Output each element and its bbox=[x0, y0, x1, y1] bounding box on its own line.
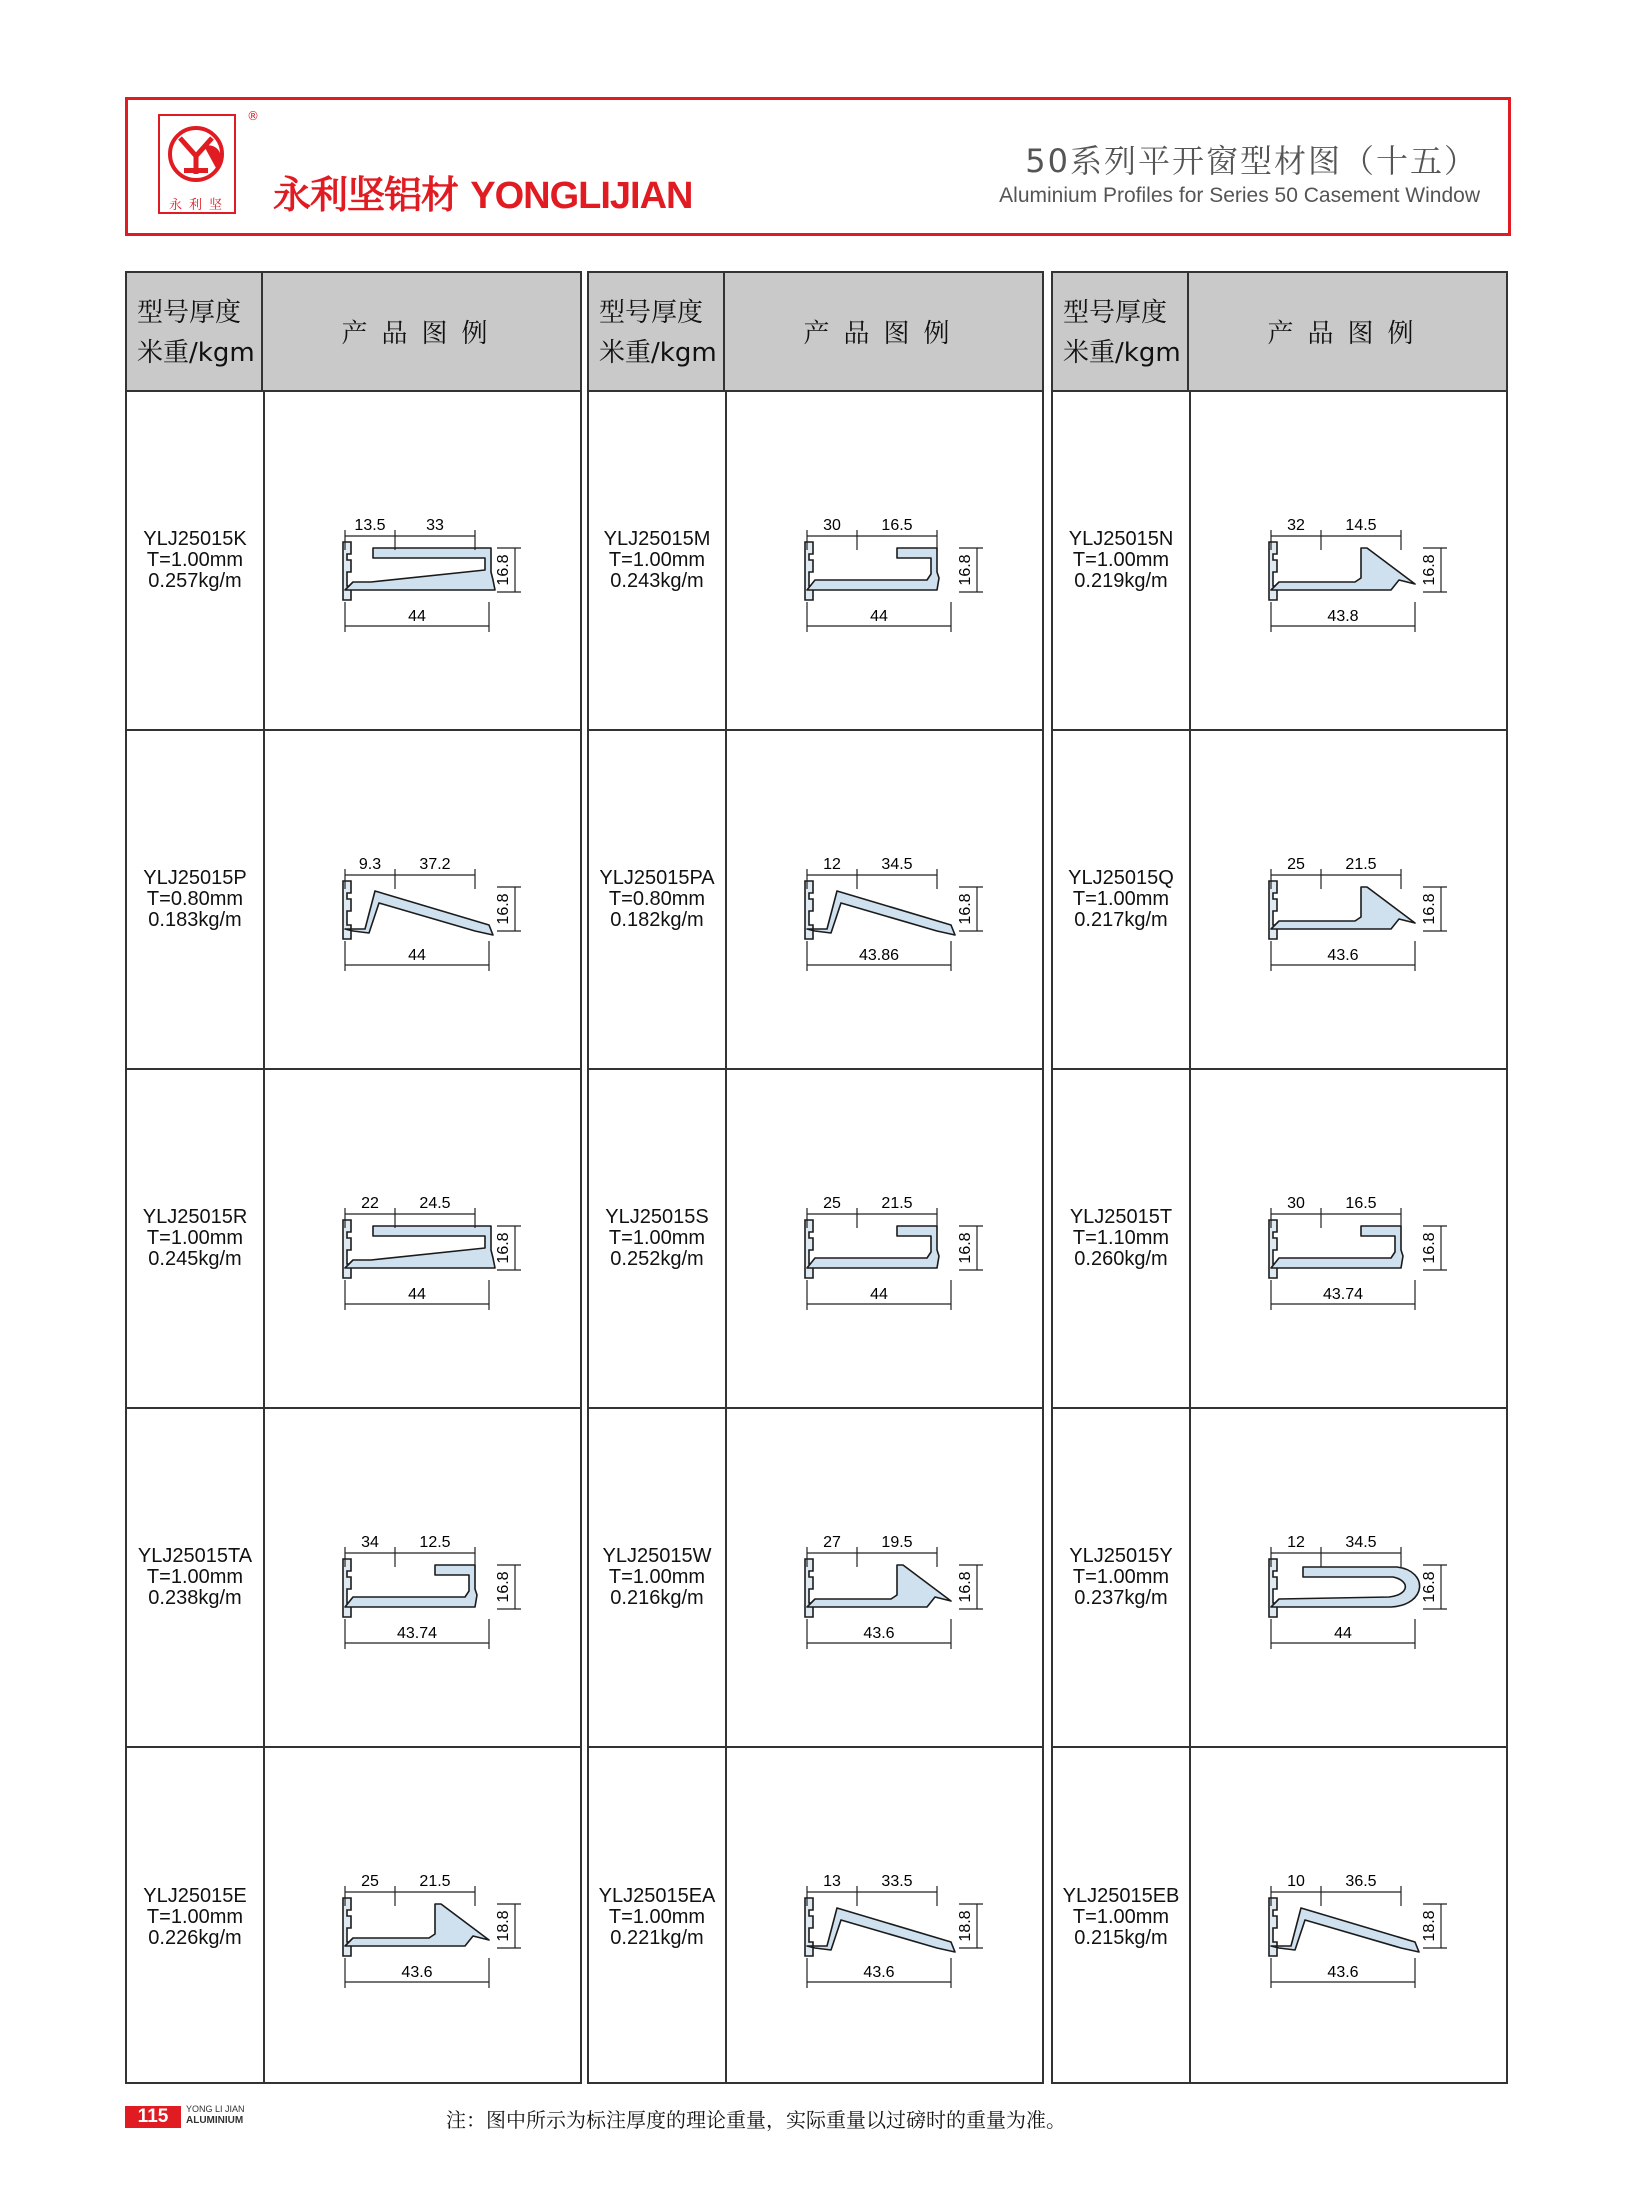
dimension-height: 16.8 bbox=[1421, 1571, 1438, 1603]
header-model-line1: 型号厚度 bbox=[1063, 298, 1168, 328]
profile-thickness: T=0.80mm bbox=[146, 888, 244, 910]
profile-thickness: T=1.00mm bbox=[146, 549, 244, 571]
dimension-height: 18.8 bbox=[1421, 1910, 1438, 1942]
catalog-column-1 bbox=[125, 271, 582, 2084]
profile-weight: 0.243kg/m bbox=[610, 570, 704, 592]
profile-weight: 0.216kg/m bbox=[610, 1587, 704, 1609]
brand-name-cn: 永利坚铝材 bbox=[273, 173, 459, 217]
profile-thickness: T=1.00mm bbox=[608, 1566, 706, 1588]
profile-thickness: T=1.10mm bbox=[1072, 1227, 1170, 1249]
profile-model: YLJ25015T bbox=[1069, 1206, 1173, 1228]
dimension-height: 16.8 bbox=[495, 1571, 512, 1603]
profile-weight: 0.252kg/m bbox=[610, 1248, 704, 1270]
dimension-width: 44 bbox=[408, 1286, 426, 1303]
catalog-column-2 bbox=[587, 271, 1044, 2084]
header-image-label: 产品图例 bbox=[803, 319, 964, 349]
dimension-top-right: 16.5 bbox=[1345, 1195, 1377, 1212]
profile-row bbox=[1053, 1070, 1506, 1409]
dimension-top-left: 9.3 bbox=[358, 856, 382, 873]
profile-drawing bbox=[1191, 1748, 1506, 2087]
dimension-top-left: 12 bbox=[823, 856, 841, 873]
profile-info bbox=[127, 731, 263, 1068]
profile-info bbox=[127, 1748, 263, 2087]
dimension-width: 44 bbox=[408, 947, 426, 964]
header-model-line2: 米重/kgm bbox=[137, 338, 255, 368]
dimension-width: 44 bbox=[408, 608, 426, 625]
dimension-top-right: 16.5 bbox=[881, 517, 913, 534]
header-model-line1: 型号厚度 bbox=[137, 298, 242, 328]
dimension-width: 43.6 bbox=[1327, 1964, 1359, 1981]
header-model-line2: 米重/kgm bbox=[1063, 338, 1181, 368]
profile-model: YLJ25015P bbox=[143, 867, 247, 889]
dimension-height: 16.8 bbox=[1421, 1232, 1438, 1264]
profile-info bbox=[589, 1748, 725, 2087]
dimension-height: 16.8 bbox=[495, 554, 512, 586]
profile-weight: 0.260kg/m bbox=[1074, 1248, 1168, 1270]
profile-drawing-svg bbox=[727, 1070, 1044, 1405]
dimension-height: 16.8 bbox=[957, 1232, 974, 1264]
profile-section-icon bbox=[345, 1904, 489, 1946]
dimension-top-left: 30 bbox=[823, 517, 841, 534]
profile-model: YLJ25015R bbox=[142, 1206, 248, 1228]
company-logo bbox=[158, 114, 236, 214]
logo-emblem-icon bbox=[160, 116, 234, 194]
profile-slot-icon bbox=[805, 542, 813, 600]
profile-slot-icon bbox=[343, 1559, 351, 1617]
profile-thickness: T=1.00mm bbox=[1072, 549, 1170, 571]
profile-drawing bbox=[727, 1748, 1042, 2087]
dimension-width: 43.8 bbox=[1327, 608, 1359, 625]
profile-weight: 0.215kg/m bbox=[1074, 1927, 1168, 1949]
profile-thickness: T=1.00mm bbox=[1072, 1906, 1170, 1928]
footer-note: 注：图中所示为标注厚度的理论重量，实际重量以过磅时的重量为准。 bbox=[446, 2108, 1066, 2132]
profile-thickness: T=1.00mm bbox=[608, 1906, 706, 1928]
dimension-top-left: 13.5 bbox=[354, 517, 386, 534]
dimension-top-right: 33.5 bbox=[881, 1873, 913, 1890]
profile-slot-icon bbox=[343, 1898, 351, 1956]
profile-model: YLJ25015Q bbox=[1068, 867, 1174, 889]
header-model-label bbox=[589, 273, 725, 390]
profile-weight: 0.238kg/m bbox=[148, 1587, 242, 1609]
dimension-top-right: 21.5 bbox=[1345, 856, 1377, 873]
page-title-en: Aluminium Profiles for Series 50 Casement Window bbox=[999, 184, 1480, 207]
dimension-top-left: 22 bbox=[361, 1195, 379, 1212]
profile-section-icon bbox=[807, 891, 955, 935]
profile-drawing bbox=[265, 1748, 580, 2087]
catalog-column-3 bbox=[1051, 271, 1508, 2084]
dimension-height: 16.8 bbox=[495, 1232, 512, 1264]
header-model-label bbox=[127, 273, 263, 390]
profile-info bbox=[589, 392, 725, 729]
profile-weight: 0.221kg/m bbox=[610, 1927, 704, 1949]
profile-model: YLJ25015EA bbox=[598, 1885, 716, 1907]
profile-thickness: T=1.00mm bbox=[1072, 1566, 1170, 1588]
profile-thickness: T=1.00mm bbox=[146, 1906, 244, 1928]
dimension-width: 43.6 bbox=[863, 1964, 895, 1981]
profile-drawing bbox=[727, 1409, 1042, 1746]
column-header bbox=[127, 273, 580, 392]
profile-drawing-svg bbox=[1191, 1409, 1508, 1744]
profile-drawing-svg bbox=[727, 731, 1044, 1066]
profile-drawing-svg bbox=[1191, 1070, 1508, 1405]
profile-slot-icon bbox=[1269, 1559, 1277, 1617]
profile-row bbox=[127, 731, 580, 1070]
column-header bbox=[1053, 273, 1506, 392]
profile-model: YLJ25015S bbox=[605, 1206, 709, 1228]
profile-weight: 0.245kg/m bbox=[148, 1248, 242, 1270]
dimension-top-right: 34.5 bbox=[881, 856, 913, 873]
profile-slot-icon bbox=[1269, 542, 1277, 600]
profile-row bbox=[589, 392, 1042, 731]
footer-brand-line2: ALUMINIUM bbox=[186, 2115, 244, 2126]
profile-info bbox=[1053, 1409, 1189, 1746]
profile-info bbox=[1053, 392, 1189, 729]
profile-thickness: T=1.00mm bbox=[1072, 888, 1170, 910]
profile-thickness: T=0.80mm bbox=[608, 888, 706, 910]
profile-info bbox=[589, 731, 725, 1068]
dimension-top-right: 34.5 bbox=[1345, 1534, 1377, 1551]
dimension-width: 43.6 bbox=[1327, 947, 1359, 964]
dimension-top-right: 37.2 bbox=[419, 856, 451, 873]
profile-row bbox=[1053, 1409, 1506, 1748]
dimension-width: 43.74 bbox=[1322, 1286, 1364, 1303]
profile-thickness: T=1.00mm bbox=[146, 1227, 244, 1249]
profile-weight: 0.237kg/m bbox=[1074, 1587, 1168, 1609]
profile-model: YLJ25015Y bbox=[1069, 1545, 1173, 1567]
profile-slot-icon bbox=[1269, 881, 1277, 939]
profile-drawing-svg bbox=[265, 1409, 582, 1744]
dimension-top-left: 10 bbox=[1287, 1873, 1305, 1890]
profile-section-icon bbox=[807, 548, 939, 590]
profile-drawing-svg bbox=[727, 1409, 1044, 1744]
profile-model: YLJ25015EB bbox=[1062, 1885, 1180, 1907]
registered-mark: ® bbox=[247, 109, 259, 123]
profile-model: YLJ25015N bbox=[1068, 528, 1174, 550]
dimension-top-left: 25 bbox=[361, 1873, 379, 1890]
profile-thickness: T=1.00mm bbox=[146, 1566, 244, 1588]
profile-slot-icon bbox=[805, 1220, 813, 1278]
profile-row bbox=[1053, 731, 1506, 1070]
dimension-width: 43.74 bbox=[396, 1625, 438, 1642]
profile-section-icon bbox=[345, 548, 495, 590]
profile-row bbox=[127, 1409, 580, 1748]
profile-section-icon bbox=[807, 1565, 951, 1607]
profile-drawing bbox=[1191, 731, 1506, 1068]
profile-section-icon bbox=[345, 891, 493, 935]
profile-model: YLJ25015W bbox=[602, 1545, 712, 1567]
dimension-top-left: 30 bbox=[1287, 1195, 1305, 1212]
dimension-top-left: 34 bbox=[361, 1534, 379, 1551]
dimension-top-left: 25 bbox=[823, 1195, 841, 1212]
profile-section-icon bbox=[1271, 1567, 1420, 1607]
profile-model: YLJ25015M bbox=[603, 528, 711, 550]
profile-drawing bbox=[1191, 392, 1506, 729]
profile-drawing-svg bbox=[727, 392, 1044, 727]
header-image-label: 产品图例 bbox=[341, 319, 502, 349]
dimension-width: 44 bbox=[870, 1286, 888, 1303]
dimension-top-right: 21.5 bbox=[881, 1195, 913, 1212]
dimension-width: 44 bbox=[870, 608, 888, 625]
profile-drawing bbox=[1191, 1409, 1506, 1746]
page-title-cn: 50系列平开窗型材图（十五） bbox=[1025, 142, 1478, 180]
profile-drawing bbox=[265, 731, 580, 1068]
profile-drawing-svg bbox=[1191, 731, 1508, 1066]
profile-thickness: T=1.00mm bbox=[608, 1227, 706, 1249]
profile-drawing bbox=[727, 1070, 1042, 1407]
profile-model: YLJ25015PA bbox=[599, 867, 715, 889]
profile-slot-icon bbox=[343, 1220, 351, 1278]
dimension-top-right: 21.5 bbox=[419, 1873, 451, 1890]
dimension-top-right: 24.5 bbox=[419, 1195, 451, 1212]
profile-slot-icon bbox=[343, 542, 351, 600]
profile-drawing bbox=[1191, 1070, 1506, 1407]
dimension-height: 18.8 bbox=[495, 1910, 512, 1942]
profile-weight: 0.257kg/m bbox=[148, 570, 242, 592]
profile-drawing-svg bbox=[265, 1748, 582, 2083]
profile-row bbox=[589, 1748, 1042, 2087]
profile-section-icon bbox=[807, 1908, 955, 1952]
dimension-top-right: 19.5 bbox=[881, 1534, 913, 1551]
profile-drawing bbox=[727, 731, 1042, 1068]
profile-info bbox=[127, 1409, 263, 1746]
column-header bbox=[589, 273, 1042, 392]
profile-drawing bbox=[727, 392, 1042, 729]
dimension-width: 43.6 bbox=[401, 1964, 433, 1981]
profile-info bbox=[127, 392, 263, 729]
profile-section-icon bbox=[807, 1226, 939, 1268]
profile-info bbox=[1053, 1070, 1189, 1407]
profile-weight: 0.183kg/m bbox=[148, 909, 242, 931]
profile-slot-icon bbox=[805, 1559, 813, 1617]
profile-section-icon bbox=[1271, 1908, 1419, 1952]
header-model-line1: 型号厚度 bbox=[599, 298, 704, 328]
profile-section-icon bbox=[345, 1226, 495, 1268]
brand-name bbox=[273, 164, 693, 219]
profile-drawing-svg bbox=[265, 392, 582, 727]
dimension-width: 44 bbox=[1334, 1625, 1352, 1642]
profile-model: YLJ25015E bbox=[143, 1885, 247, 1907]
profile-row bbox=[127, 1070, 580, 1409]
profile-row bbox=[1053, 1748, 1506, 2087]
profile-drawing-svg bbox=[265, 731, 582, 1066]
profile-drawing-svg bbox=[1191, 1748, 1508, 2083]
dimension-top-left: 25 bbox=[1287, 856, 1305, 873]
dimension-top-right: 33 bbox=[426, 517, 444, 534]
page-header bbox=[125, 97, 1511, 236]
profile-section-icon bbox=[1271, 1226, 1403, 1268]
profile-model: YLJ25015TA bbox=[137, 1545, 253, 1567]
header-model-label bbox=[1053, 273, 1189, 390]
dimension-height: 16.8 bbox=[957, 893, 974, 925]
footer-brand-line1: YONG LI JIAN bbox=[186, 2104, 245, 2114]
profile-row bbox=[589, 1409, 1042, 1748]
logo-text: 永利坚 bbox=[168, 198, 229, 213]
profile-info bbox=[1053, 1748, 1189, 2087]
profile-weight: 0.226kg/m bbox=[148, 1927, 242, 1949]
profile-section-icon bbox=[1271, 548, 1415, 590]
profile-section-icon bbox=[345, 1565, 477, 1607]
dimension-top-left: 12 bbox=[1287, 1534, 1305, 1551]
header-image-label: 产品图例 bbox=[1267, 319, 1428, 349]
dimension-width: 43.6 bbox=[863, 1625, 895, 1642]
profile-slot-icon bbox=[1269, 1220, 1277, 1278]
dimension-height: 16.8 bbox=[1421, 893, 1438, 925]
dimension-height: 16.8 bbox=[495, 893, 512, 925]
dimension-top-right: 36.5 bbox=[1345, 1873, 1377, 1890]
page-number: 115 bbox=[125, 2106, 181, 2128]
dimension-top-left: 13 bbox=[823, 1873, 841, 1890]
header-model-line2: 米重/kgm bbox=[599, 338, 717, 368]
profile-weight: 0.182kg/m bbox=[610, 909, 704, 931]
profile-weight: 0.219kg/m bbox=[1074, 570, 1168, 592]
profile-thickness: T=1.00mm bbox=[608, 549, 706, 571]
brand-name-en: YONGLIJIAN bbox=[470, 175, 693, 217]
dimension-top-left: 32 bbox=[1287, 517, 1305, 534]
profile-row bbox=[589, 731, 1042, 1070]
profile-row bbox=[589, 1070, 1042, 1409]
profile-info bbox=[589, 1409, 725, 1746]
profile-info bbox=[127, 1070, 263, 1407]
profile-section-icon bbox=[1271, 887, 1415, 929]
profile-drawing bbox=[265, 1409, 580, 1746]
dimension-top-right: 12.5 bbox=[419, 1534, 451, 1551]
profile-info bbox=[1053, 731, 1189, 1068]
dimension-height: 16.8 bbox=[1421, 554, 1438, 586]
profile-drawing-svg bbox=[727, 1748, 1044, 2083]
dimension-top-left: 27 bbox=[823, 1534, 841, 1551]
dimension-height: 16.8 bbox=[957, 1571, 974, 1603]
dimension-height: 16.8 bbox=[957, 554, 974, 586]
profile-drawing-svg bbox=[265, 1070, 582, 1405]
profile-drawing-svg bbox=[1191, 392, 1508, 727]
profile-weight: 0.217kg/m bbox=[1074, 909, 1168, 931]
dimension-top-right: 14.5 bbox=[1345, 517, 1377, 534]
profile-model: YLJ25015K bbox=[143, 528, 247, 550]
profile-drawing bbox=[265, 1070, 580, 1407]
footer-brand bbox=[186, 2104, 245, 2126]
profile-row bbox=[1053, 392, 1506, 731]
profile-drawing bbox=[265, 392, 580, 729]
dimension-width: 43.86 bbox=[858, 947, 900, 964]
profile-info bbox=[589, 1070, 725, 1407]
profile-row bbox=[127, 1748, 580, 2087]
dimension-height: 18.8 bbox=[957, 1910, 974, 1942]
profile-row bbox=[127, 392, 580, 731]
